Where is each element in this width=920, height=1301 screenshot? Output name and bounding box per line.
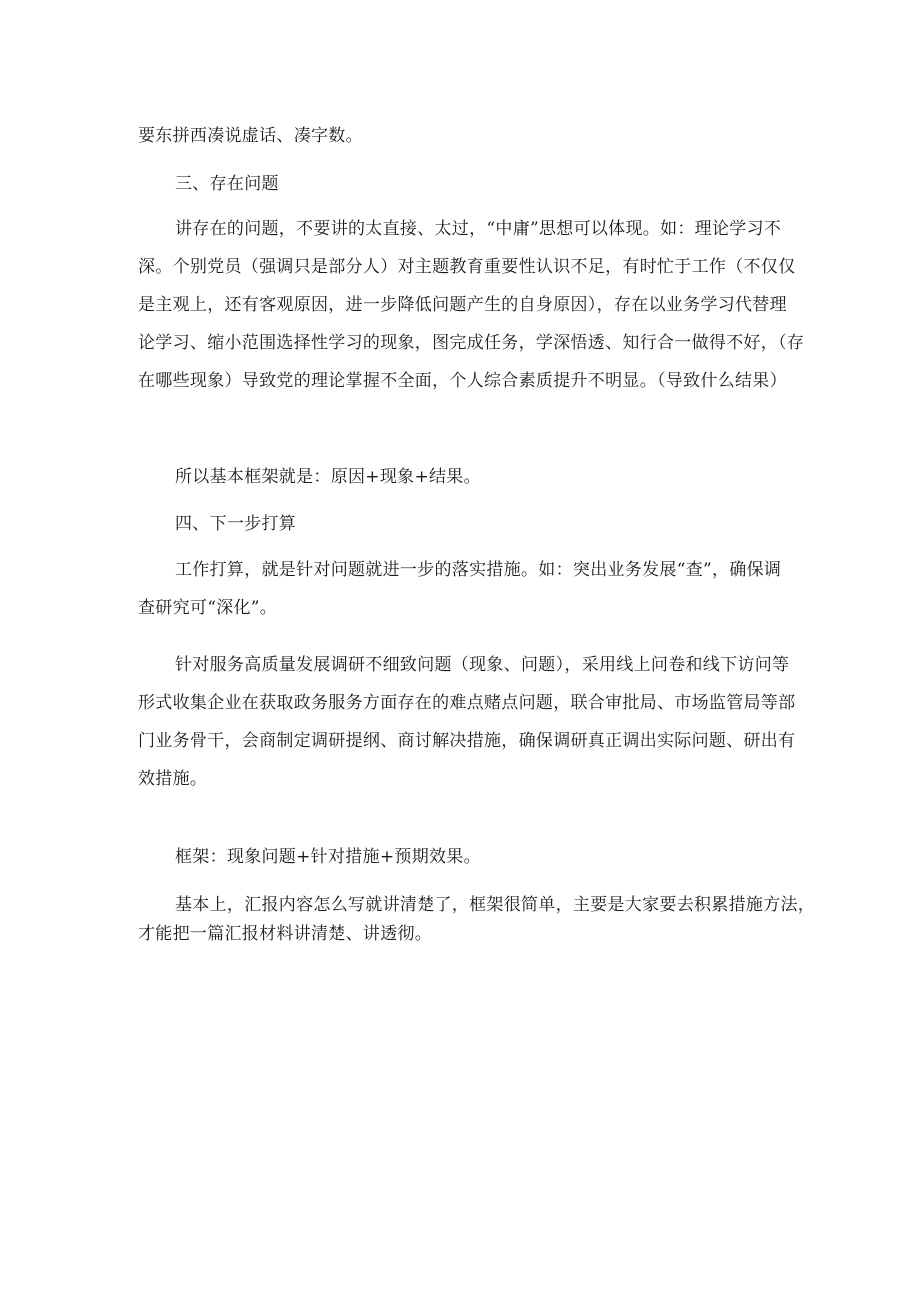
text-line: 形式收集企业在获取政务服务方面存在的难点赌点问题，联合审批局、市场监管局等部: [138, 693, 796, 713]
heading-text: 三、存在问题: [175, 174, 279, 194]
paragraph-fragment: [138, 117, 794, 155]
text-line: 门业务骨干，会商制定调研提纲、商讨解决措施，确保调研真正调出实际问题、研出有: [138, 731, 796, 751]
text-line: 是主观上，还有客观原因，进一步降低问题产生的自身原因），存在以业务学习代替理: [138, 295, 787, 315]
text-line: 针对服务高质量发展调研不细致问题（现象、问题），采用线上问卷和线下访问等: [175, 655, 790, 675]
text-line: 查研究可“深化”。: [138, 598, 278, 618]
paragraph-plans: [138, 551, 794, 627]
section-heading-next-steps: [138, 505, 794, 543]
text-line: 要东拼西凑说虚话、凑字数。: [138, 126, 363, 146]
text-line: 基本上，汇报内容怎么写就讲清楚了，框架很简单，主要是大家要去积累措施方法，: [175, 895, 816, 915]
text-line: 深。个别党员（强调只是部分人）对主题教育重要性认识不足，有时忙于工作（不仅仅: [138, 257, 796, 277]
paragraph-framework-1: [138, 458, 794, 496]
paragraph-problems: [138, 210, 805, 400]
section-heading-problems: [138, 165, 794, 203]
text-line: 讲存在的问题，不要讲的太直接、太过，“中庸”思想可以体现。如：理论学习不: [175, 219, 782, 239]
paragraph-example: [138, 646, 794, 798]
paragraph-framework-2: [138, 838, 794, 876]
text-line: 在哪些现象）导致党的理论掌握不全面，个人综合素质提升不明显。（导致什么结果）: [138, 371, 787, 391]
text-line: 工作打算，就是针对问题就进一步的落实措施。如：突出业务发展“查”，确保调: [175, 560, 782, 580]
text-line: 框架：现象问题+针对措施+预期效果。: [175, 847, 481, 867]
text-line: 才能把一篇汇报材料讲清楚、讲透彻。: [138, 924, 433, 944]
paragraph-conclusion: [138, 891, 816, 949]
text-line: 论学习、缩小范围选择性学习的现象，图完成任务，学深悟透、知行合一做得不好，（存: [138, 333, 805, 353]
text-line: 所以基本框架就是：原因+现象+结果。: [175, 467, 481, 487]
text-line: 效措施。: [138, 769, 208, 789]
heading-text: 四、下一步打算: [175, 514, 297, 534]
